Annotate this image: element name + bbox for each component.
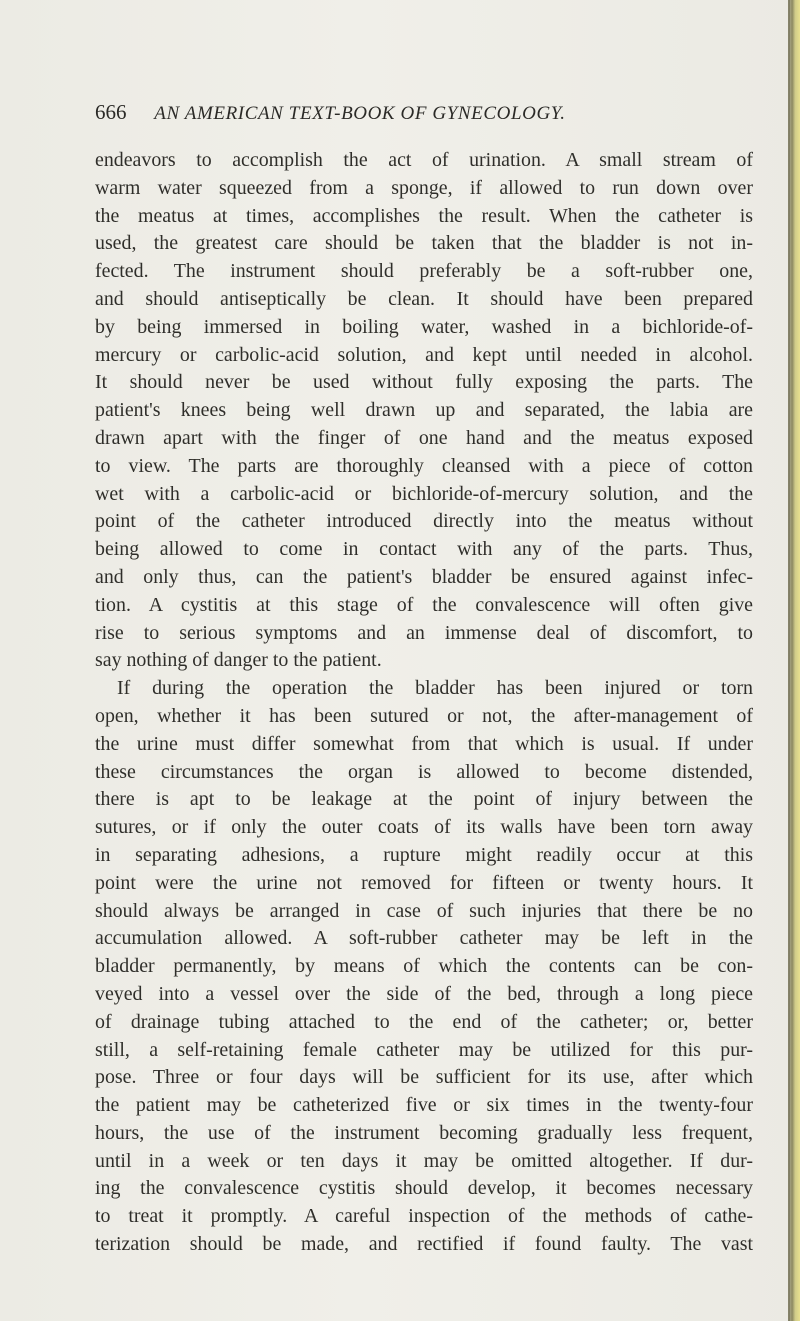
text-line: there is apt to be leakage at the point of injury between the <box>95 788 753 811</box>
text-line: the patient may be catheterized five or six times in the twenty-four <box>95 1094 753 1117</box>
text-line: point were the urine not removed for fifteen or twenty hours. It <box>95 871 753 894</box>
text-line: by being immersed in boiling water, washed in a bichloride-of- <box>95 315 753 338</box>
text-line: accumulation allowed. A soft-rubber catheter may be left in the <box>95 927 753 950</box>
body-text <box>95 147 753 1259</box>
text-line: fected. The instrument should preferably be a soft-rubber one, <box>95 260 753 283</box>
text-line: open, whether it has been sutured or not, the after-management of <box>95 704 753 727</box>
text-line: the meatus at times, accomplishes the result. When the catheter is <box>95 204 753 227</box>
text-line: ing the convalescence cystitis should develop, it becomes necessary <box>95 1177 753 1200</box>
text-line: terization should be made, and rectified if found faulty. The vast <box>95 1233 753 1256</box>
text-line: drawn apart with the finger of one hand and the meatus exposed <box>95 426 753 449</box>
text-line: in separating adhesions, a rupture might readily occur at this <box>95 843 753 866</box>
text-line: veyed into a vessel over the side of the bed, through a long piece <box>95 982 753 1005</box>
text-line: until in a week or ten days it may be omitted altogether. If dur- <box>95 1149 753 1172</box>
text-line: patient's knees being well drawn up and separated, the labia are <box>95 399 753 422</box>
text-line: endeavors to accomplish the act of urination. A small stream of <box>95 149 753 171</box>
text-line: bladder permanently, by means of which the contents can be con- <box>95 955 753 978</box>
text-line: of drainage tubing attached to the end of the catheter; or, better <box>95 1010 753 1033</box>
text-line: sutures, or if only the outer coats of its walls have been torn away <box>95 816 753 839</box>
text-line: mercury or carbolic-acid solution, and kept until needed in alcohol. <box>95 343 753 366</box>
text-line: It should never be used without fully exposing the parts. The <box>95 371 753 394</box>
text-line: point of the catheter introduced directly into the meatus without <box>95 510 753 533</box>
text-line: hours, the use of the instrument becoming gradually less frequent, <box>95 1121 753 1144</box>
text-line: should always be arranged in case of such injuries that there be no <box>95 899 753 922</box>
text-line: these circumstances the organ is allowed to become distended, <box>95 760 753 783</box>
page-binding-edge <box>788 0 800 1321</box>
text-line: and only thus, can the patient's bladder be ensured against infec- <box>95 565 753 588</box>
text-line: the urine must differ somewhat from that which is usual. If under <box>95 732 753 755</box>
text-line: and should antiseptically be clean. It should have been prepared <box>95 287 753 310</box>
text-line: to treat it promptly. A careful inspection of the methods of cathe- <box>95 1205 753 1228</box>
text-line: still, a self-retaining female catheter may be utilized for this pur- <box>95 1038 753 1061</box>
text-line: wet with a carbolic-acid or bichloride-of-mercury solution, and the <box>95 482 753 505</box>
text-line: tion. A cystitis at this stage of the convalescence will often give <box>95 593 753 616</box>
text-line: pose. Three or four days will be sufficient for its use, after which <box>95 1066 753 1089</box>
text-line: used, the greatest care should be taken that the bladder is not in- <box>95 232 753 255</box>
paragraph-start-line: If during the operation the bladder has been injured or torn <box>117 677 753 700</box>
text-line: rise to serious symptoms and an immense deal of discomfort, to <box>95 621 753 644</box>
paragraph-end-line: say nothing of danger to the patient. <box>95 649 382 672</box>
text-line: to view. The parts are thoroughly cleansed with a piece of cotton <box>95 454 753 477</box>
text-line: being allowed to come in contact with any of the parts. Thus, <box>95 538 753 561</box>
text-line: warm water squeezed from a sponge, if allowed to run down over <box>95 176 753 199</box>
running-title: AN AMERICAN TEXT-BOOK OF GYNECOLOGY. <box>154 103 566 124</box>
page-header <box>95 97 735 127</box>
page-number: 666 <box>95 100 127 124</box>
